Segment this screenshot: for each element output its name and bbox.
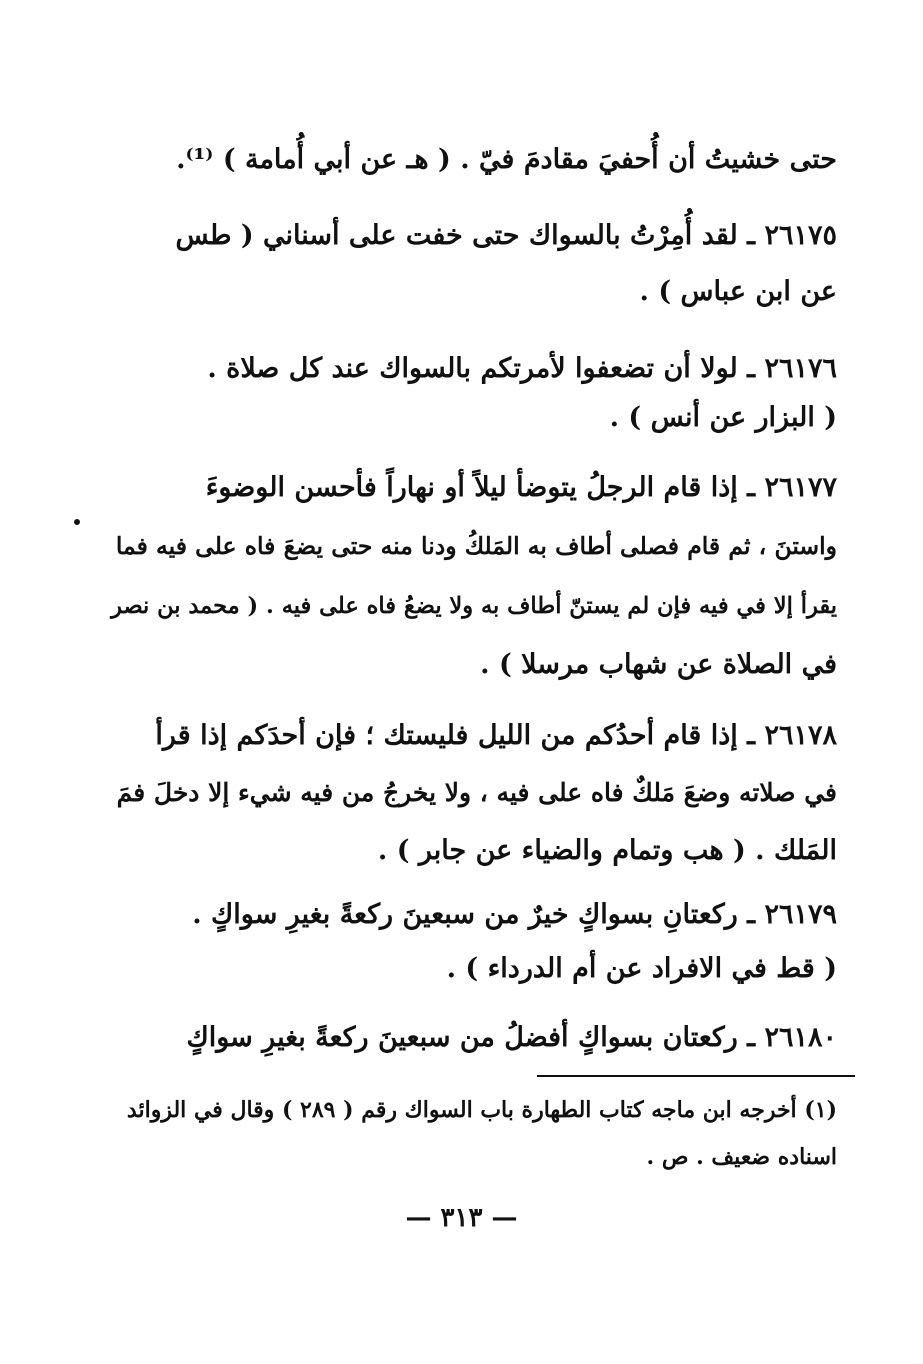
hadith-26175-line-1: ٢٦١٧٥ ـ لقد أُمِرْتُ بالسواك حتى خفت على أسناني ( طس xyxy=(175,220,837,251)
hadith-26177-line-4: في الصلاة عن شهاب مرسلا ) . xyxy=(480,649,837,680)
stray-ink-dot xyxy=(74,519,80,525)
hadith-26176-line-1: ٢٦١٧٦ ـ لولا أن تضعفوا لأمرتكم بالسواك عند كل صلاة . xyxy=(207,353,837,384)
hadith-26177-line-2: واستنَ ، ثم قام فصلى أطاف به المَلكُ ودنا منه حتى يضعَ فاه على فيه فما xyxy=(115,532,837,560)
hadith-26175-line-2: عن ابن عباس ) . xyxy=(639,276,837,307)
hadith-26176-line-2: ( البزار عن أنس ) . xyxy=(609,402,837,433)
hadith-26180-line-1: ٢٦١٨٠ ـ ركعتان بسواكٍ أفضلُ من سبعينَ ركعةً بغيرِ سواكٍ xyxy=(186,1022,837,1053)
hadith-26179-line-1: ٢٦١٧٩ ـ ركعتانِ بسواكٍ خيرٌ من سبعينَ ركعةً بغيرِ سواكٍ . xyxy=(192,899,837,930)
hadith-26178-line-3: المَلك . ( هب وتمام والضياء عن جابر ) . xyxy=(377,835,837,866)
text-line-1: حتى خشيتُ أن أُحفيَ مقادمَ فيّ . ( هـ عن أبي أُمامة ) ⁽¹⁾. xyxy=(176,144,837,175)
footnote-line-2: اسناده ضعيف . ص . xyxy=(646,1144,837,1170)
footnote-separator xyxy=(537,1075,855,1077)
hadith-26177-line-1: ٢٦١٧٧ ـ إذا قام الرجلُ يتوضأ ليلاً أو نهاراً فأحسن الوضوءَ xyxy=(205,472,837,503)
hadith-26177-line-3: يقرأ إلا في فيه فإن لم يستنّ أطاف به ولا يضعُ فاه على فيه . ( محمد بن نصر xyxy=(111,593,837,619)
footnote-line-1: (١) أخرجه ابن ماجه كتاب الطهارة باب السواك رقم ( ٢٨٩ ) وقال في الزوائد xyxy=(126,1097,837,1123)
page-number: — ٣١٣ — xyxy=(405,1203,518,1233)
hadith-26179-line-2: ( قط في الافراد عن أم الدرداء ) . xyxy=(446,953,837,984)
hadith-26178-line-2: في صلاته وضعَ مَلكٌ فاه على فيه ، ولا يخرجُ من فيه شيء إلا دخلَ فمَ xyxy=(116,778,837,807)
hadith-26178-line-1: ٢٦١٧٨ ـ إذا قام أحدُكم من الليل فليستك ؛ فإن أحدَكم إذا قرأ xyxy=(155,720,837,751)
